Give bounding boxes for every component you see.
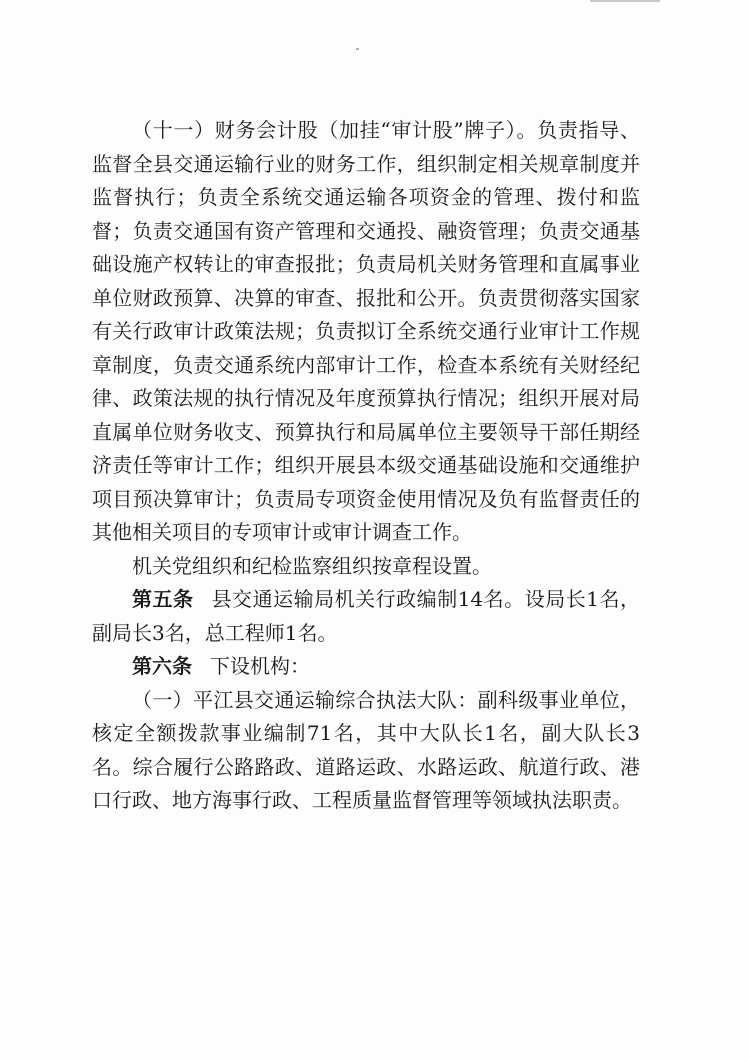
paragraph-text: 县交通运输局机关行政编制14名。设局长1名，副局长3名，总工程师1名。 xyxy=(92,587,640,645)
scan-edge-mark xyxy=(590,0,660,2)
paragraph-text: （一）平江县交通运输综合执法大队：副科级事业单位，核定全额拨款事业编制71名，其中大队长1名，副大队长3名。综合履行公路路政、道路运政、水路运政、航道行政、港口行政、地方海事行政、工程质量监督管理等领域执法职责。 xyxy=(92,687,640,812)
paragraph-party-organization xyxy=(92,550,640,584)
paragraph-article-six xyxy=(92,650,640,684)
paragraph-finance-audit-section xyxy=(92,114,640,550)
document-body xyxy=(92,114,640,818)
paragraph-text: （十一）财务会计股（加挂“审计股”牌子）。负责指导、监督全县交通运输行业的财务工作，组织制定相关规章制度并监督执行；负责全系统交通运输各项资金的管理、拨付和监督；负责交通国有资产管理和交通投、融资管理；负责交通基础设施产权转让的审查报批；负责局机关财务管理和直属事业单位财政预算、决算的审查、报批和公开。负责贯彻落实国家有关行政审计政策法规；负责拟订全系统交通行业审计工作规章制度，负责交通系统内部审计工作，检查本系统有关财经纪律、政策法规的执行情况及年度预算执行情况；组织开展对局直属单位财务收支、预算执行和局属单位主要领导干部任期经济责任等审计工作；组织开展县本级交通基础设施和交通维护项目预决算审计；负责局专项资金使用情况及负有监督责任的其他相关项目的专项审计或审计调查工作。 xyxy=(92,118,640,544)
paragraph-article-five xyxy=(92,583,640,650)
paragraph-text: 机关党组织和纪检监察组织按章程设置。 xyxy=(132,553,492,578)
article-heading: 第五条 xyxy=(132,587,194,611)
paragraph-text: 下设机构： xyxy=(210,654,310,678)
article-heading: 第六条 xyxy=(132,654,192,678)
paragraph-enforcement-brigade xyxy=(92,684,640,818)
scan-speck xyxy=(356,48,359,50)
